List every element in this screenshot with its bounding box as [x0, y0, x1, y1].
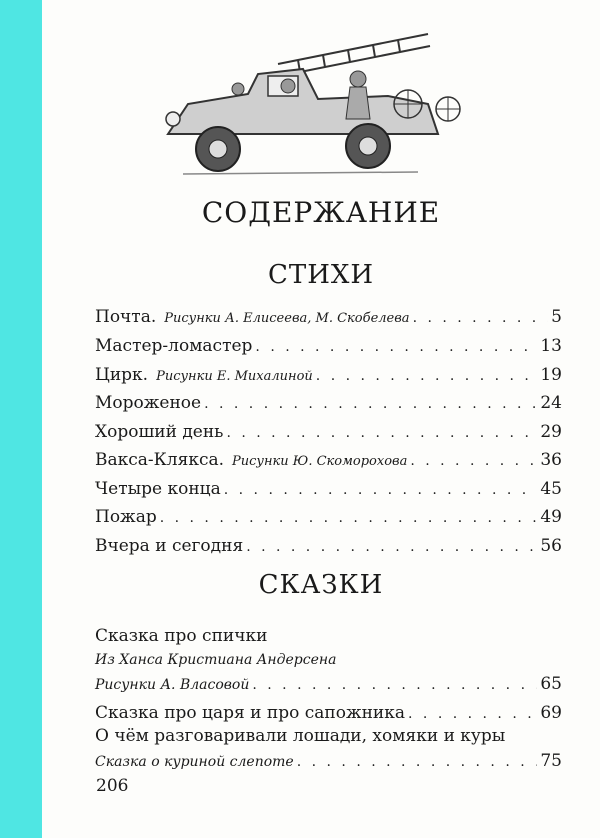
toc-entry-master[interactable] — [95, 336, 562, 356]
toc-entry-yesterday[interactable] — [95, 536, 562, 556]
entry-title: Хороший день — [95, 422, 224, 442]
entry-page: 75 — [540, 751, 562, 771]
tale-matches-source: Из Ханса Кристиана Андерсена — [95, 652, 337, 668]
poems-section-heading: СТИХИ — [267, 260, 375, 290]
dot-leader — [255, 339, 537, 355]
dot-leader — [410, 453, 537, 469]
toc-entry-goodday[interactable] — [95, 422, 562, 442]
entry-page: 24 — [540, 393, 562, 413]
toc-entry-vaksa[interactable] — [95, 450, 562, 470]
entry-page: 49 — [540, 507, 562, 527]
toc-entry-circus[interactable] — [95, 365, 562, 385]
entry-title: Сказка про царя и про сапожника — [95, 703, 406, 723]
entry-title: Вчера и сегодня — [95, 536, 244, 556]
entry-title: Почта. — [95, 307, 157, 327]
entry-page: 5 — [551, 307, 562, 327]
toc-entry-icecream[interactable] — [95, 393, 562, 413]
entry-page: 36 — [540, 450, 562, 470]
entry-illustrator: Рисунки А. Власовой — [95, 677, 250, 693]
entry-page: 69 — [540, 703, 562, 723]
tale-horses-title[interactable]: О чём разговаривали лошади, хомяки и куры — [95, 726, 506, 746]
fire-truck-illustration — [128, 24, 498, 184]
tales-section-heading: СКАЗКИ — [258, 570, 384, 600]
entry-title: Четыре конца — [95, 479, 221, 499]
entry-title: Мороженое — [95, 393, 202, 413]
dot-leader — [252, 677, 537, 693]
entry-illustrator: Рисунки Е. Михалиной — [156, 369, 313, 384]
entry-page: 29 — [540, 422, 562, 442]
entry-title: Пожар — [95, 507, 157, 527]
dot-leader — [246, 539, 537, 555]
tale-matches-title[interactable]: Сказка про спички — [95, 626, 268, 646]
dot-leader — [204, 396, 537, 412]
dot-leader — [160, 510, 538, 526]
page-edge-strip — [0, 0, 42, 838]
entry-page: 56 — [540, 536, 562, 556]
toc-entry-matches-illustrator[interactable] — [95, 674, 562, 694]
entry-title: Мастер-ломастер — [95, 336, 253, 356]
toc-entry-fire[interactable] — [95, 507, 562, 527]
toc-entry-hen[interactable] — [95, 751, 562, 771]
dot-leader — [316, 368, 538, 384]
contents-heading: СОДЕРЖАНИЕ — [201, 196, 441, 229]
toc-entry-four-ends[interactable] — [95, 479, 562, 499]
entry-title: Цирк. — [95, 365, 149, 385]
toc-entry-tsar[interactable] — [95, 703, 562, 723]
page-number: 206 — [96, 776, 129, 796]
entry-title: Сказка о куриной слепоте — [95, 754, 294, 770]
dot-leader — [413, 310, 549, 326]
entry-illustrator: Рисунки А. Елисеева, М. Скобелева — [164, 311, 410, 326]
entry-page: 45 — [540, 479, 562, 499]
dot-leader — [224, 482, 538, 498]
toc-entry-post[interactable] — [95, 307, 562, 327]
entry-illustrator: Рисунки Ю. Скоморохова — [232, 454, 408, 469]
entry-page: 13 — [540, 336, 562, 356]
entry-page: 65 — [540, 674, 562, 694]
dot-leader — [297, 754, 538, 770]
entry-title: Вакса-Клякса. — [95, 450, 225, 470]
entry-page: 19 — [540, 365, 562, 385]
dot-leader — [408, 706, 537, 722]
dot-leader — [226, 425, 537, 441]
